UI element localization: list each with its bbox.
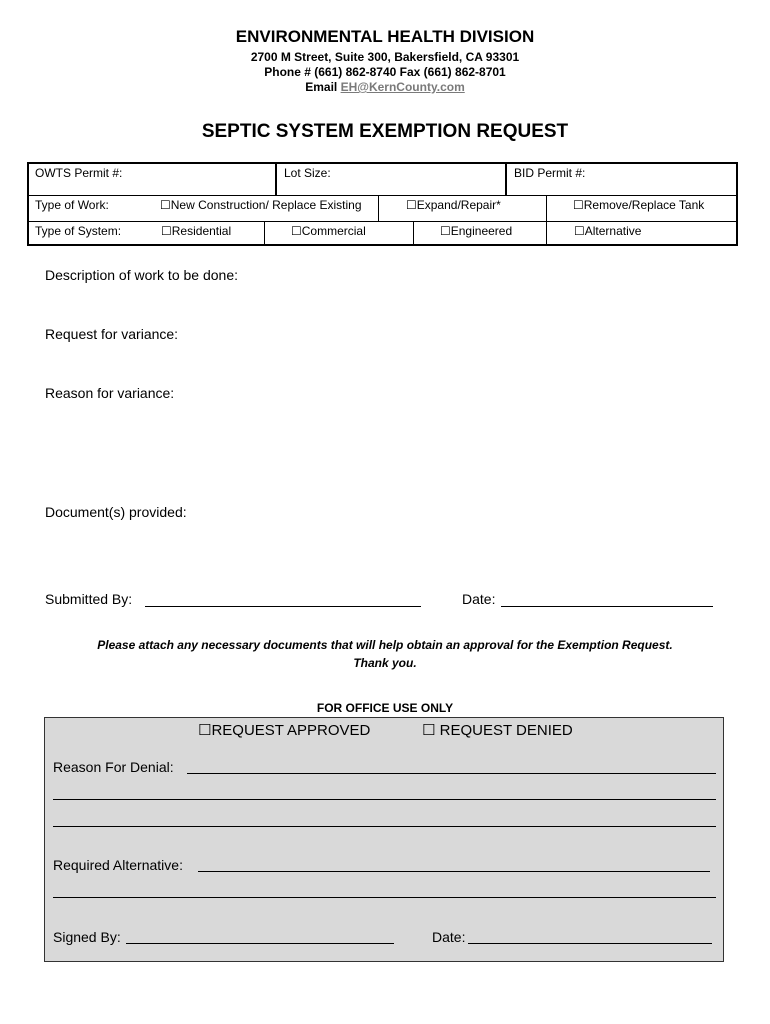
- variance-request-label: Request for variance:: [45, 326, 179, 342]
- signed-by-label: Signed By:: [53, 929, 121, 945]
- org-name: ENVIRONMENTAL HEALTH DIVISION: [235, 27, 535, 46]
- bid-permit-field[interactable]: BID Permit #:: [514, 166, 586, 180]
- denial-reason-line[interactable]: [187, 773, 716, 774]
- denial-reason-line[interactable]: [53, 799, 716, 800]
- system-engineered-checkbox[interactable]: ☐Engineered: [440, 224, 513, 238]
- email-label: Email: [305, 80, 338, 94]
- required-alternative-line[interactable]: [198, 871, 710, 872]
- table-col-divider: [378, 196, 379, 221]
- table-col-divider: [264, 222, 265, 246]
- system-commercial-checkbox[interactable]: ☐Commercial: [291, 224, 366, 238]
- form-title: SEPTIC SYSTEM EXEMPTION REQUEST: [201, 121, 569, 142]
- org-address: 2700 M Street, Suite 300, Bakersfield, CA 93301: [250, 50, 520, 64]
- office-date-line[interactable]: [468, 943, 712, 944]
- table-row-divider: [28, 195, 738, 196]
- table-col-divider: [546, 222, 547, 246]
- date-line[interactable]: [501, 606, 713, 607]
- table-col-divider: [275, 164, 277, 195]
- table-col-divider: [546, 196, 547, 221]
- required-alternative-line[interactable]: [53, 897, 716, 898]
- submitted-by-label: Submitted By:: [45, 591, 133, 607]
- email-link[interactable]: EH@KernCounty.com: [340, 80, 465, 94]
- system-alternative-checkbox[interactable]: ☐Alternative: [574, 224, 642, 238]
- org-email-line: [0, 80, 770, 94]
- work-expand-repair-checkbox[interactable]: ☐Expand/Repair*: [406, 198, 501, 212]
- office-use-box: [44, 717, 724, 962]
- attach-note: Please attach any necessary documents that will help obtain an approval for the Exemption Request.: [97, 638, 673, 652]
- table-col-divider: [505, 164, 507, 195]
- denial-reason-label: Reason For Denial:: [53, 759, 174, 775]
- office-date-label: Date:: [432, 929, 466, 945]
- request-approved-checkbox[interactable]: ☐REQUEST APPROVED: [198, 722, 371, 739]
- required-alternative-label: Required Alternative:: [53, 857, 183, 873]
- documents-label: Document(s) provided:: [45, 504, 187, 520]
- work-new-construction-checkbox[interactable]: ☐New Construction/ Replace Existing: [160, 198, 362, 212]
- lot-size-field[interactable]: Lot Size:: [284, 166, 331, 180]
- system-residential-checkbox[interactable]: ☐Residential: [161, 224, 232, 238]
- table-row-divider: [28, 221, 738, 222]
- work-remove-replace-tank-checkbox[interactable]: ☐Remove/Replace Tank: [573, 198, 705, 212]
- system-type-label: Type of System:: [35, 224, 122, 238]
- thank-you-note: Thank you.: [353, 656, 417, 670]
- table-col-divider: [413, 222, 414, 246]
- date-label: Date:: [462, 591, 496, 607]
- description-label: Description of work to be done:: [45, 267, 238, 283]
- signed-by-line[interactable]: [126, 943, 394, 944]
- variance-reason-label: Reason for variance:: [45, 385, 175, 401]
- org-phone: Phone # (661) 862-8740 Fax (661) 862-8701: [264, 65, 506, 79]
- submitted-by-line[interactable]: [145, 606, 421, 607]
- owts-permit-field[interactable]: OWTS Permit #:: [35, 166, 123, 180]
- work-type-label: Type of Work:: [35, 198, 109, 212]
- office-use-title: FOR OFFICE USE ONLY: [316, 701, 454, 715]
- denial-reason-line[interactable]: [53, 826, 716, 827]
- request-denied-checkbox[interactable]: ☐ REQUEST DENIED: [422, 722, 573, 739]
